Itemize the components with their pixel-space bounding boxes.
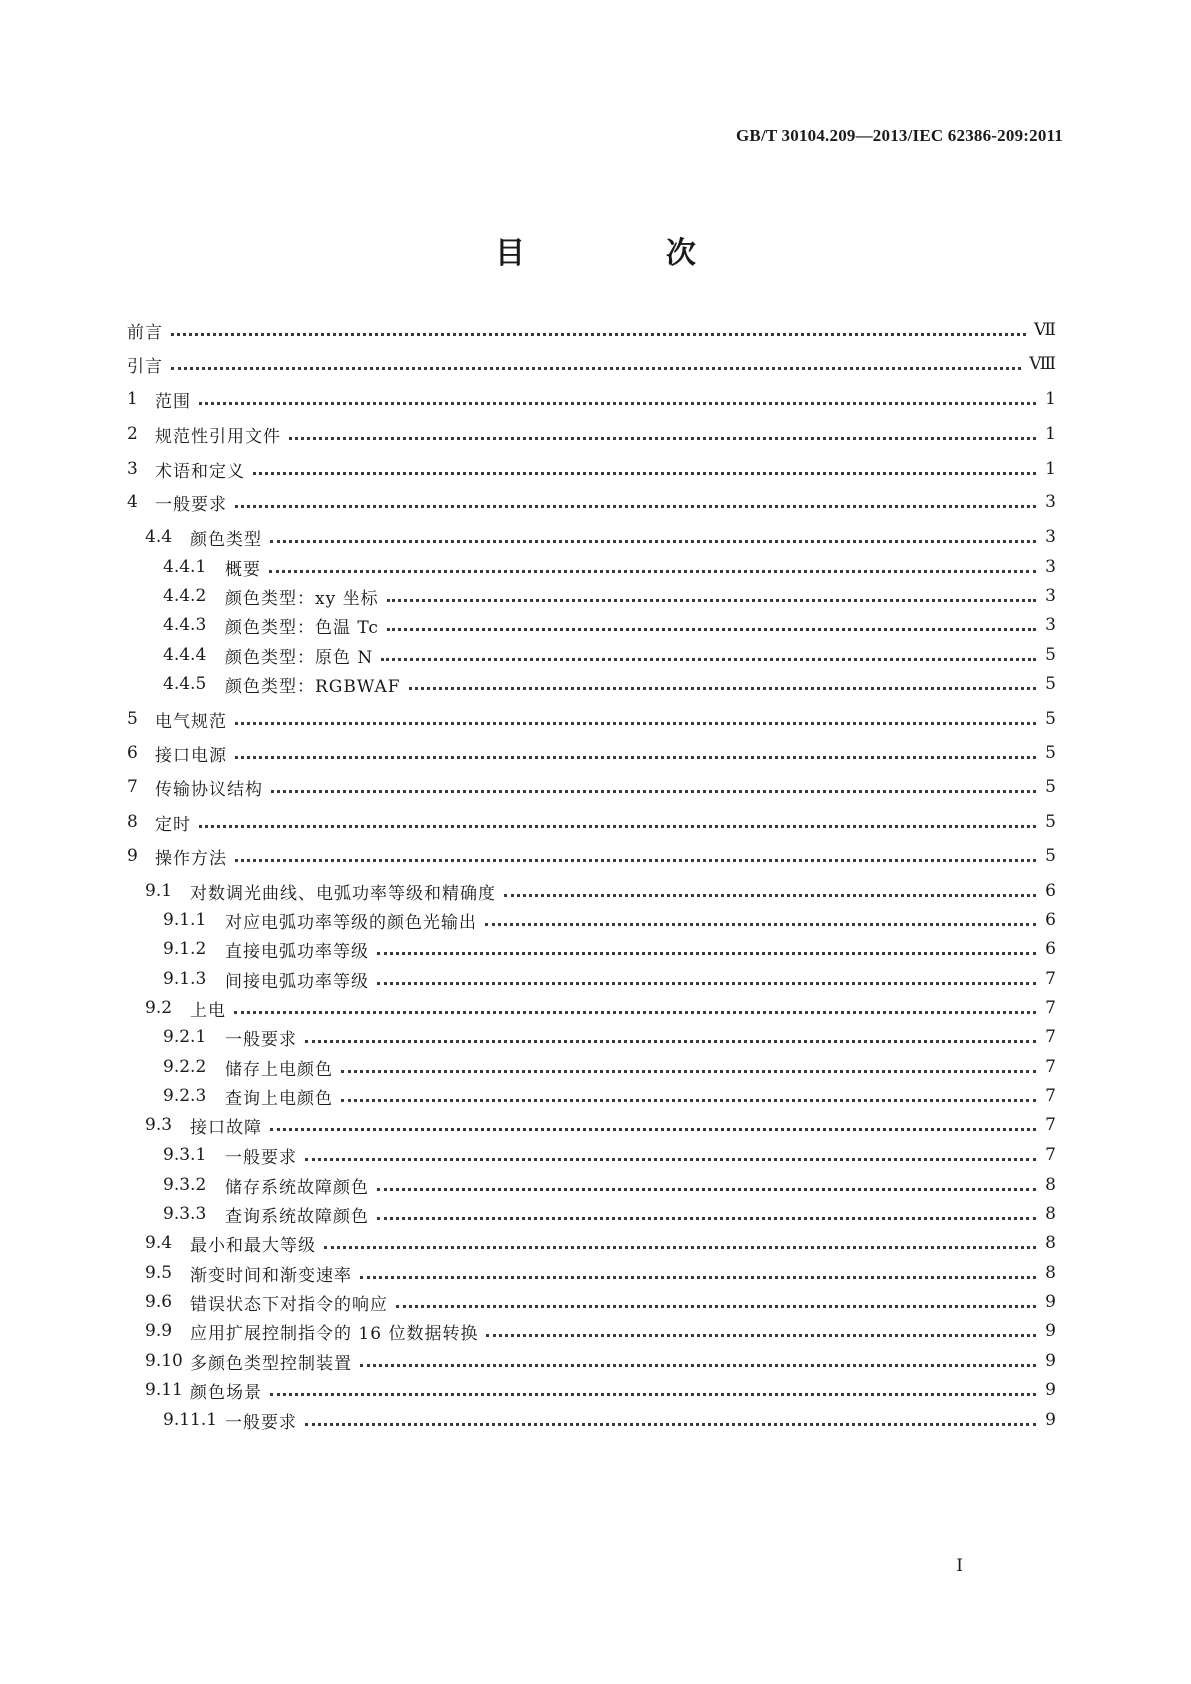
toc-entry[interactable] — [145, 525, 1056, 549]
toc-dot-leader — [485, 923, 1036, 926]
toc-dot-leader — [504, 894, 1036, 897]
toc-entry[interactable] — [163, 1202, 1056, 1226]
toc-dot-leader — [377, 1188, 1036, 1191]
toc-entry-title: 操作方法 — [155, 848, 227, 869]
toc-entry-title: 电气规范 — [155, 711, 227, 732]
toc-entry-title: 查询上电颜色 — [225, 1088, 333, 1109]
toc-entry-number: 1 — [127, 389, 138, 409]
toc-entry-title: 间接电弧功率等级 — [225, 971, 369, 992]
toc-entry-number: 9.5 — [145, 1263, 173, 1283]
toc-dot-leader — [235, 722, 1036, 725]
toc-entry-title: 前言 — [127, 322, 163, 343]
toc-entry-page: 7 — [1045, 969, 1056, 989]
toc-entry-number: 2 — [127, 424, 138, 444]
toc-entry[interactable] — [163, 1025, 1056, 1049]
toc-entry-number: 4 — [127, 492, 138, 512]
toc-entry-title: 接口故障 — [190, 1117, 262, 1138]
toc-dot-leader — [289, 437, 1036, 440]
toc-entry-number: 6 — [127, 743, 138, 763]
toc-entry[interactable] — [127, 490, 1056, 514]
toc-entry-number: 4.4.1 — [163, 557, 207, 577]
toc-entry-page: 6 — [1045, 910, 1056, 930]
toc-entry-number: 9.3 — [145, 1115, 173, 1135]
toc-entry-page: 5 — [1045, 846, 1056, 866]
toc-entry-number: 9.2.3 — [163, 1086, 207, 1106]
toc-entry-title: 查询系统故障颜色 — [225, 1206, 369, 1227]
toc-entry-title: 颜色类型 — [190, 529, 262, 550]
toc-entry[interactable] — [145, 1231, 1056, 1255]
toc-entry[interactable] — [127, 775, 1056, 799]
toc-entry-page: 7 — [1045, 1115, 1056, 1135]
toc-entry-page: 7 — [1045, 998, 1056, 1018]
toc-dot-leader — [377, 952, 1036, 955]
toc-dot-leader — [235, 756, 1036, 759]
toc-dot-leader — [396, 1305, 1036, 1308]
toc-entry[interactable] — [163, 908, 1056, 932]
toc-entry-title: 引言 — [127, 356, 163, 377]
toc-dot-leader — [324, 1246, 1036, 1249]
toc-entry[interactable] — [145, 1349, 1056, 1373]
toc-entry-page: 5 — [1045, 777, 1056, 797]
toc-entry[interactable] — [127, 741, 1056, 765]
toc-entry-page: Ⅶ — [1034, 320, 1056, 340]
toc-entry-page: 9 — [1045, 1292, 1056, 1312]
toc-entry-number: 4.4.5 — [163, 674, 207, 694]
toc-entry-page: 3 — [1045, 586, 1056, 606]
toc-dot-leader — [270, 540, 1036, 543]
toc-dot-leader — [360, 1364, 1036, 1367]
toc-entry-number: 7 — [127, 777, 138, 797]
toc-dot-leader — [253, 472, 1036, 475]
toc-entry-title: 应用扩展控制指令的 16 位数据转换 — [190, 1323, 479, 1344]
toc-entry-page: 8 — [1045, 1204, 1056, 1224]
toc-entry[interactable] — [163, 1084, 1056, 1108]
toc-entry-number: 9.2.1 — [163, 1027, 207, 1047]
toc-dot-leader — [381, 658, 1036, 661]
toc-entry-number: 9.2 — [145, 998, 173, 1018]
toc-entry-page: Ⅷ — [1029, 354, 1056, 374]
toc-entry-page: 1 — [1045, 389, 1056, 409]
toc-entry-title: 上电 — [190, 1000, 226, 1021]
toc-entry-title: 直接电弧功率等级 — [225, 941, 369, 962]
toc-entry[interactable] — [127, 810, 1056, 834]
toc-entry-title: 颜色类型：RGBWAF — [225, 676, 401, 697]
toc-entry-number: 9 — [127, 846, 138, 866]
toc-entry-page: 8 — [1045, 1233, 1056, 1253]
toc-entry-page: 5 — [1045, 743, 1056, 763]
toc-entry-page: 3 — [1045, 492, 1056, 512]
toc-entry-number: 9.11.1 — [163, 1410, 218, 1430]
toc-dot-leader — [235, 859, 1036, 862]
toc-entry[interactable] — [163, 1173, 1056, 1197]
toc-entry-page: 7 — [1045, 1027, 1056, 1047]
toc-entry-number: 9.9 — [145, 1321, 173, 1341]
toc-entry-title: 一般要求 — [155, 494, 227, 515]
toc-entry-title: 颜色类型：xy 坐标 — [225, 588, 379, 609]
toc-entry-number: 9.3.1 — [163, 1145, 207, 1165]
toc-entry-page: 8 — [1045, 1175, 1056, 1195]
toc-dot-leader — [305, 1040, 1036, 1043]
toc-entry-number: 5 — [127, 709, 138, 729]
toc-entry-title: 一般要求 — [225, 1029, 297, 1050]
toc-entry-title: 错误状态下对指令的响应 — [190, 1294, 388, 1315]
toc-entry-page: 3 — [1045, 615, 1056, 635]
toc-entry[interactable] — [127, 387, 1056, 411]
toc-entry-number: 9.3.2 — [163, 1175, 207, 1195]
toc-entry-page: 5 — [1045, 709, 1056, 729]
toc-entry-number: 9.3.3 — [163, 1204, 207, 1224]
toc-entry-page: 5 — [1045, 645, 1056, 665]
toc-entry[interactable] — [145, 996, 1056, 1020]
toc-dot-leader — [269, 570, 1036, 573]
toc-entry[interactable] — [127, 318, 1056, 342]
toc-entry[interactable] — [127, 707, 1056, 731]
toc-entry[interactable] — [145, 1113, 1056, 1137]
toc-entry[interactable] — [163, 643, 1056, 667]
toc-dot-leader — [270, 1393, 1036, 1396]
page-title: 目 次 — [495, 236, 736, 271]
toc-entry[interactable] — [145, 1290, 1056, 1314]
toc-dot-leader — [199, 402, 1036, 405]
toc-entry-number: 9.2.2 — [163, 1057, 207, 1077]
toc-entry-number: 9.6 — [145, 1292, 173, 1312]
toc-entry-page: 1 — [1045, 424, 1056, 444]
toc-entry-title: 对数调光曲线、电弧功率等级和精确度 — [190, 883, 496, 904]
toc-entry-number: 9.1.2 — [163, 939, 207, 959]
toc-entry-page: 9 — [1045, 1351, 1056, 1371]
toc-entry-number: 9.11 — [145, 1380, 183, 1400]
toc-entry-page: 9 — [1045, 1380, 1056, 1400]
toc-entry[interactable] — [163, 1143, 1056, 1167]
toc-dot-leader — [377, 982, 1036, 985]
toc-dot-leader — [171, 367, 1021, 370]
toc-entry-title: 概要 — [225, 559, 261, 580]
toc-entry-title: 传输协议结构 — [155, 779, 263, 800]
toc-entry-title: 颜色场景 — [190, 1382, 262, 1403]
toc-entry-number: 9.1 — [145, 881, 173, 901]
toc-entry-number: 4.4.2 — [163, 586, 207, 606]
toc-dot-leader — [305, 1158, 1036, 1161]
toc-entry[interactable] — [145, 1378, 1056, 1402]
toc-entry-title: 颜色类型：原色 N — [225, 647, 374, 668]
toc-dot-leader — [199, 825, 1036, 828]
toc-entry-title: 一般要求 — [225, 1412, 297, 1433]
toc-entry-page: 8 — [1045, 1263, 1056, 1283]
toc-entry-title: 定时 — [155, 814, 191, 835]
toc-entry[interactable] — [163, 1408, 1056, 1432]
toc-entry[interactable] — [163, 1055, 1056, 1079]
toc-entry-title: 一般要求 — [225, 1147, 297, 1168]
toc-entry-page: 6 — [1045, 939, 1056, 959]
toc-dot-leader — [387, 628, 1036, 631]
toc-entry[interactable] — [163, 613, 1056, 637]
toc-entry[interactable] — [127, 457, 1056, 481]
toc-entry-number: 9.4 — [145, 1233, 173, 1253]
toc-dot-leader — [387, 599, 1036, 602]
toc-entry[interactable] — [127, 422, 1056, 446]
toc-entry[interactable] — [145, 879, 1056, 903]
toc-entry-title: 术语和定义 — [155, 461, 245, 482]
toc-entry-title: 渐变时间和渐变速率 — [190, 1265, 352, 1286]
toc-entry-page: 3 — [1045, 557, 1056, 577]
toc-dot-leader — [305, 1423, 1036, 1426]
toc-entry-page: 3 — [1045, 527, 1056, 547]
toc-entry-number: 4.4.3 — [163, 615, 207, 635]
toc-entry-title: 储存上电颜色 — [225, 1059, 333, 1080]
toc-entry-page: 7 — [1045, 1086, 1056, 1106]
toc-entry-page: 5 — [1045, 812, 1056, 832]
toc-entry-page: 9 — [1045, 1321, 1056, 1341]
toc-entry[interactable] — [127, 352, 1056, 376]
toc-dot-leader — [377, 1217, 1036, 1220]
toc-entry-page: 1 — [1045, 459, 1056, 479]
toc-entry-title: 颜色类型：色温 Tc — [225, 617, 379, 638]
toc-entry-title: 最小和最大等级 — [190, 1235, 316, 1256]
toc-entry-title: 规范性引用文件 — [155, 426, 281, 447]
toc-dot-leader — [360, 1276, 1036, 1279]
toc-entry-title: 接口电源 — [155, 745, 227, 766]
toc-entry[interactable] — [163, 672, 1056, 696]
toc-dot-leader — [270, 1128, 1036, 1131]
toc-entry[interactable] — [163, 584, 1056, 608]
toc-entry-title: 储存系统故障颜色 — [225, 1177, 369, 1198]
toc-entry[interactable] — [163, 555, 1056, 579]
toc-dot-leader — [486, 1334, 1036, 1337]
toc-entry[interactable] — [127, 844, 1056, 868]
standard-code: GB/T 30104.209—2013/IEC 62386-209:2011 — [735, 126, 1063, 145]
toc-entry[interactable] — [145, 1319, 1056, 1343]
toc-dot-leader — [409, 687, 1036, 690]
toc-entry[interactable] — [145, 1261, 1056, 1285]
toc-dot-leader — [341, 1070, 1036, 1073]
toc-dot-leader — [235, 505, 1036, 508]
toc-dot-leader — [341, 1099, 1036, 1102]
toc-dot-leader — [171, 333, 1026, 336]
toc-entry-page: 7 — [1045, 1145, 1056, 1165]
toc-entry-title: 对应电弧功率等级的颜色光输出 — [225, 912, 477, 933]
page-number: I — [956, 1556, 963, 1576]
toc-entry-title: 多颜色类型控制装置 — [190, 1353, 352, 1374]
toc-entry-page: 5 — [1045, 674, 1056, 694]
toc-entry-page: 7 — [1045, 1057, 1056, 1077]
toc-entry-number: 9.10 — [145, 1351, 183, 1371]
toc-dot-leader — [271, 790, 1036, 793]
toc-entry-page: 9 — [1045, 1410, 1056, 1430]
toc-dot-leader — [234, 1011, 1036, 1014]
toc-entry[interactable] — [163, 937, 1056, 961]
toc-entry-number: 9.1.1 — [163, 910, 207, 930]
toc-entry-page: 6 — [1045, 881, 1056, 901]
toc-entry-number: 8 — [127, 812, 138, 832]
toc-entry-number: 3 — [127, 459, 138, 479]
toc-entry-number: 4.4.4 — [163, 645, 207, 665]
toc-entry-title: 范围 — [155, 391, 191, 412]
toc-entry-number: 4.4 — [145, 527, 173, 547]
toc-entry-number: 9.1.3 — [163, 969, 207, 989]
toc-entry[interactable] — [163, 967, 1056, 991]
